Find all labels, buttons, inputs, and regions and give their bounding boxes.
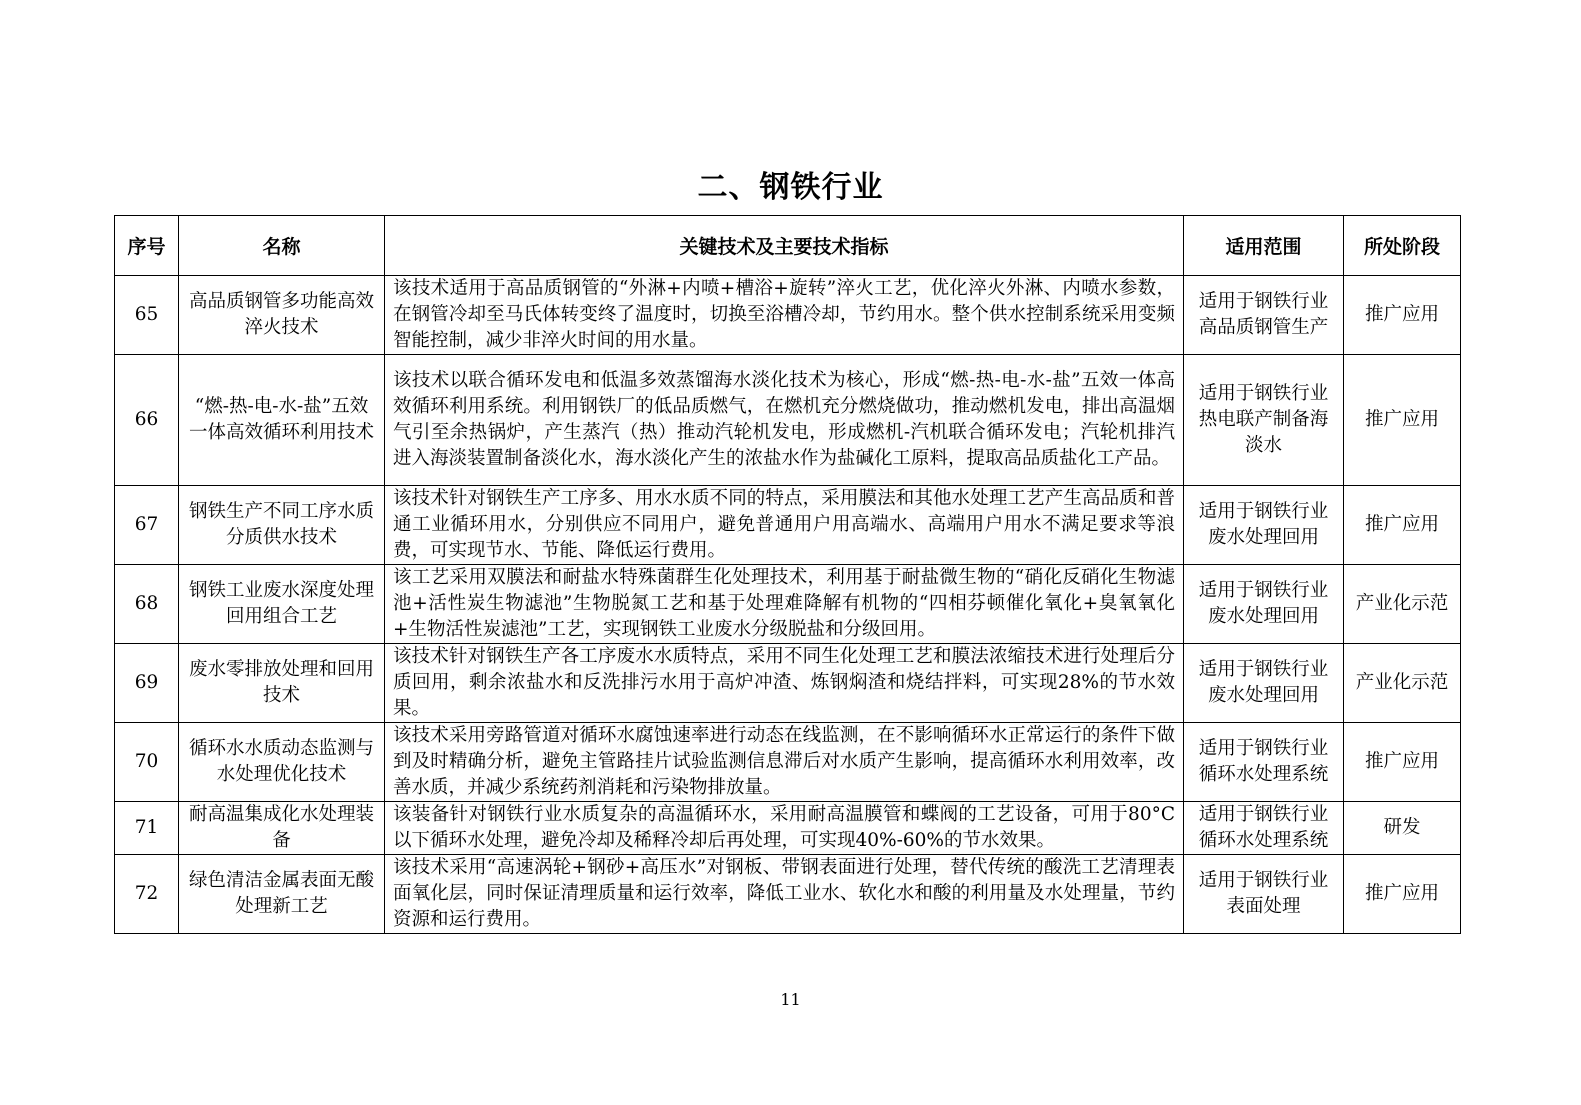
row-desc: 该技术以联合循环发电和低温多效蒸馏海水淡化技术为核心，形成“燃-热-电-水-盐”五效一体高效循环利用系统。利用钢铁厂的低品质燃气，在燃机充分燃烧做功，推动燃机发电，排出高温烟气引至余热锅炉，产生蒸汽（热）推动汽轮机发电，形成燃机-汽机联合循环发电；汽轮机排汽进入海淡装置制备淡化水，海水淡化产生的浓盐水作为盐碱化工原料，提取高品质盐化工产品。 <box>385 355 1184 486</box>
page-title: 二、钢铁行业 <box>697 170 884 205</box>
table-row <box>115 486 1461 565</box>
row-scope: 适用于钢铁行业废水处理回用 <box>1184 565 1344 644</box>
row-stage: 推广应用 <box>1344 486 1461 565</box>
row-no: 70 <box>115 723 179 802</box>
row-no: 69 <box>115 644 179 723</box>
table-row <box>115 855 1461 934</box>
header-no: 序号 <box>115 216 179 276</box>
row-name: 高品质钢管多功能高效淬火技术 <box>179 276 385 355</box>
row-name: 钢铁生产不同工序水质分质供水技术 <box>179 486 385 565</box>
row-stage: 推广应用 <box>1344 723 1461 802</box>
table-row <box>115 802 1461 855</box>
row-scope: 适用于钢铁行业循环水处理系统 <box>1184 723 1344 802</box>
row-name: 绿色清洁金属表面无酸处理新工艺 <box>179 855 385 934</box>
row-no: 65 <box>115 276 179 355</box>
row-no: 72 <box>115 855 179 934</box>
row-scope: 适用于钢铁行业循环水处理系统 <box>1184 802 1344 855</box>
row-name: 循环水水质动态监测与水处理优化技术 <box>179 723 385 802</box>
row-name: 废水零排放处理和回用技术 <box>179 644 385 723</box>
row-name: 钢铁工业废水深度处理回用组合工艺 <box>179 565 385 644</box>
row-stage: 推广应用 <box>1344 276 1461 355</box>
header-stage: 所处阶段 <box>1344 216 1461 276</box>
header-desc: 关键技术及主要技术指标 <box>385 216 1184 276</box>
row-name: “燃-热-电-水-盐”五效一体高效循环利用技术 <box>179 355 385 486</box>
row-scope: 适用于钢铁行业废水处理回用 <box>1184 486 1344 565</box>
row-desc: 该工艺采用双膜法和耐盐水特殊菌群生化处理技术，利用基于耐盐微生物的“硝化反硝化生物滤池+活性炭生物滤池”生物脱氮工艺和基于处理难降解有机物的“四相芬顿催化氧化+臭氧氧化+生物活性炭滤池”工艺，实现钢铁工业废水分级脱盐和分级回用。 <box>385 565 1184 644</box>
page-number: 11 <box>780 990 801 1009</box>
table-row <box>115 565 1461 644</box>
row-stage: 研发 <box>1344 802 1461 855</box>
row-desc: 该技术采用旁路管道对循环水腐蚀速率进行动态在线监测，在不影响循环水正常运行的条件下做到及时精确分析，避免主管路挂片试验监测信息滞后对水质产生影响，提高循环水利用效率，改善水质，并减少系统药剂消耗和污染物排放量。 <box>385 723 1184 802</box>
row-no: 68 <box>115 565 179 644</box>
table-row <box>115 644 1461 723</box>
row-stage: 产业化示范 <box>1344 644 1461 723</box>
row-desc: 该装备针对钢铁行业水质复杂的高温循环水，采用耐高温膜管和蝶阀的工艺设备，可用于80°C以下循环水处理，避免冷却及稀释冷却后再处理，可实现40%-60%的节水效果。 <box>385 802 1184 855</box>
header-name: 名称 <box>179 216 385 276</box>
row-desc: 该技术针对钢铁生产工序多、用水水质不同的特点，采用膜法和其他水处理工艺产生高品质和普通工业循环用水，分别供应不同用户，避免普通用户用高端水、高端用户用水不满足要求等浪费，可实现节水、节能、降低运行费用。 <box>385 486 1184 565</box>
row-stage: 产业化示范 <box>1344 565 1461 644</box>
table-row <box>115 355 1461 486</box>
table-row <box>115 723 1461 802</box>
row-stage: 推广应用 <box>1344 855 1461 934</box>
row-desc: 该技术适用于高品质钢管的“外淋+内喷+槽浴+旋转”淬火工艺，优化淬火外淋、内喷水参数，在钢管冷却至马氏体转变终了温度时，切换至浴槽冷却，节约用水。整个供水控制系统采用变频智能控制，减少非淬火时间的用水量。 <box>385 276 1184 355</box>
row-no: 66 <box>115 355 179 486</box>
row-desc: 该技术针对钢铁生产各工序废水水质特点，采用不同生化处理工艺和膜法浓缩技术进行处理后分质回用，剩余浓盐水和反洗排污水用于高炉冲渣、炼钢焖渣和烧结拌料，可实现28%的节水效果。 <box>385 644 1184 723</box>
row-stage: 推广应用 <box>1344 355 1461 486</box>
table-row <box>115 276 1461 355</box>
row-scope: 适用于钢铁行业废水处理回用 <box>1184 644 1344 723</box>
technology-table <box>114 215 1461 934</box>
row-scope: 适用于钢铁行业高品质钢管生产 <box>1184 276 1344 355</box>
row-no: 71 <box>115 802 179 855</box>
row-scope: 适用于钢铁行业热电联产制备海淡水 <box>1184 355 1344 486</box>
row-no: 67 <box>115 486 179 565</box>
row-name: 耐高温集成化水处理装备 <box>179 802 385 855</box>
row-scope: 适用于钢铁行业表面处理 <box>1184 855 1344 934</box>
row-desc: 该技术采用“高速涡轮+钢砂+高压水”对钢板、带钢表面进行处理，替代传统的酸洗工艺清理表面氧化层，同时保证清理质量和运行效率，降低工业水、软化水和酸的利用量及水处理量，节约资源和运行费用。 <box>385 855 1184 934</box>
table-header-row <box>115 216 1461 276</box>
header-scope: 适用范围 <box>1184 216 1344 276</box>
